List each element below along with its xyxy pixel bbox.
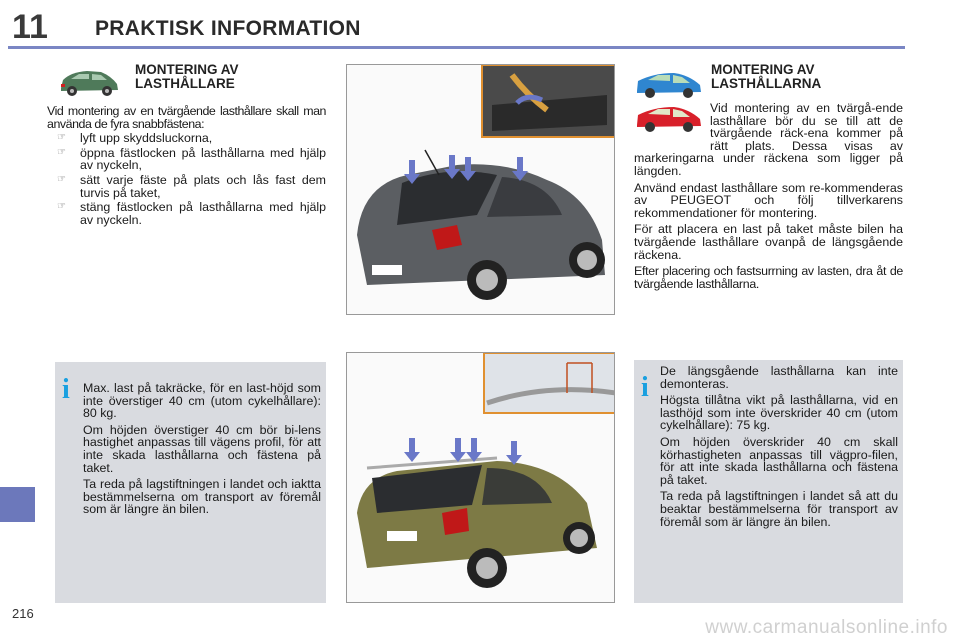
pointing-hand-icon: ☞	[57, 132, 66, 144]
icon-float-spacer	[634, 102, 710, 140]
info-icon: i	[641, 372, 649, 403]
paragraph: Vid montering av en tvärgå-ende lasthållare bör du se till att de tvärgående räck-ena kommer på rätt plats. Dessa visas av markeringarna under räckena som ligger på längden.	[634, 101, 903, 178]
info-paragraph: Max. last på takräcke, för en last-höjd som inte överstiger 40 cm (utom cykelhållare): 80 kg.	[83, 381, 321, 421]
info-box-left	[55, 362, 326, 603]
heading-line: MONTERING AV	[135, 62, 239, 77]
list-item-text: lyft upp skyddsluckorna,	[80, 131, 213, 146]
page-title: PRAKTISK INFORMATION	[95, 17, 361, 40]
list-item	[47, 174, 326, 199]
paragraph: Använd endast lasthållare som re-kommenderas av PEUGEOT och följ tillverkarens rekommendationer för montering.	[634, 180, 903, 220]
pointing-hand-icon: ☞	[57, 201, 66, 213]
intro-text: Vid montering av en tvärgående lasthållare skall man använda de fyra snabbfästena:	[47, 104, 326, 131]
section-heading	[135, 63, 239, 91]
list-item	[47, 201, 326, 226]
heading-line: LASTHÅLLARNA	[711, 76, 822, 91]
info-box-right	[634, 360, 903, 603]
heading-line: LASTHÅLLARE	[135, 76, 235, 91]
section-heading	[711, 63, 821, 91]
rails-instructions	[634, 102, 903, 290]
info-paragraph: Om höjden överstiger 40 cm bör bi-lens hastighet anpassas till vägens profil, för att inte skada lasthållarna och fästena på taket.	[83, 422, 321, 475]
info-paragraph: Om höjden överskrider 40 cm skall körhastigheten anpassas till vägpro-filen, för att inte skada lasthållarna och fästena på taket.	[660, 434, 898, 487]
estate-roof-rails-photo	[346, 352, 615, 603]
heading-line: MONTERING AV	[711, 62, 815, 77]
page-number: 216	[12, 606, 34, 621]
info-icon: i	[62, 374, 70, 405]
info-paragraph: Ta reda på lagstiftningen i landet och iaktta bestämmelserna om transport av föremål som är längre än bilen.	[83, 477, 321, 517]
list-item-text: öppna fästlocken på lasthållarna med hjälp av nyckeln,	[80, 145, 326, 173]
hatchback-roof-mounting-photo	[346, 64, 615, 315]
chapter-number: 11	[12, 8, 48, 46]
list-item	[47, 132, 326, 145]
mounting-instructions	[47, 105, 326, 226]
info-paragraph: Högsta tillåtna vikt på lasthållarna, vid en lasthöjd som inte överskrider 40 cm (utom cykelhållare): 75 kg.	[660, 393, 898, 433]
list-item	[47, 147, 326, 172]
info-paragraph: Ta reda på lagstiftningen i landet så att du beaktar bestämmelserna för transport av föremål som är längre än bilen.	[660, 489, 898, 529]
watermark: www.carmanualsonline.info	[705, 617, 948, 638]
list-item-text: stäng fästlocken på lasthållarna med hjälp av nyckeln.	[80, 200, 326, 227]
header-divider	[8, 46, 905, 49]
list-item-text: sätt varje fäste på plats och lås fast dem turvis på taket,	[80, 172, 326, 200]
paragraph: För att placera en last på taket måste bilen ha tvärgående lasthållare ovanpå de längsgående räckena.	[634, 222, 903, 262]
blue-car-icon	[634, 67, 704, 99]
paragraph: Efter placering och fastsurrning av lasten, dra åt de tvärgående lasthållarna.	[634, 264, 903, 291]
pointing-hand-icon: ☞	[57, 146, 66, 158]
chapter-tab	[0, 487, 35, 522]
hatchback-car-icon	[57, 66, 121, 98]
info-paragraph: De längsgående lasthållarna kan inte demonteras.	[660, 364, 898, 391]
pointing-hand-icon: ☞	[57, 173, 66, 185]
